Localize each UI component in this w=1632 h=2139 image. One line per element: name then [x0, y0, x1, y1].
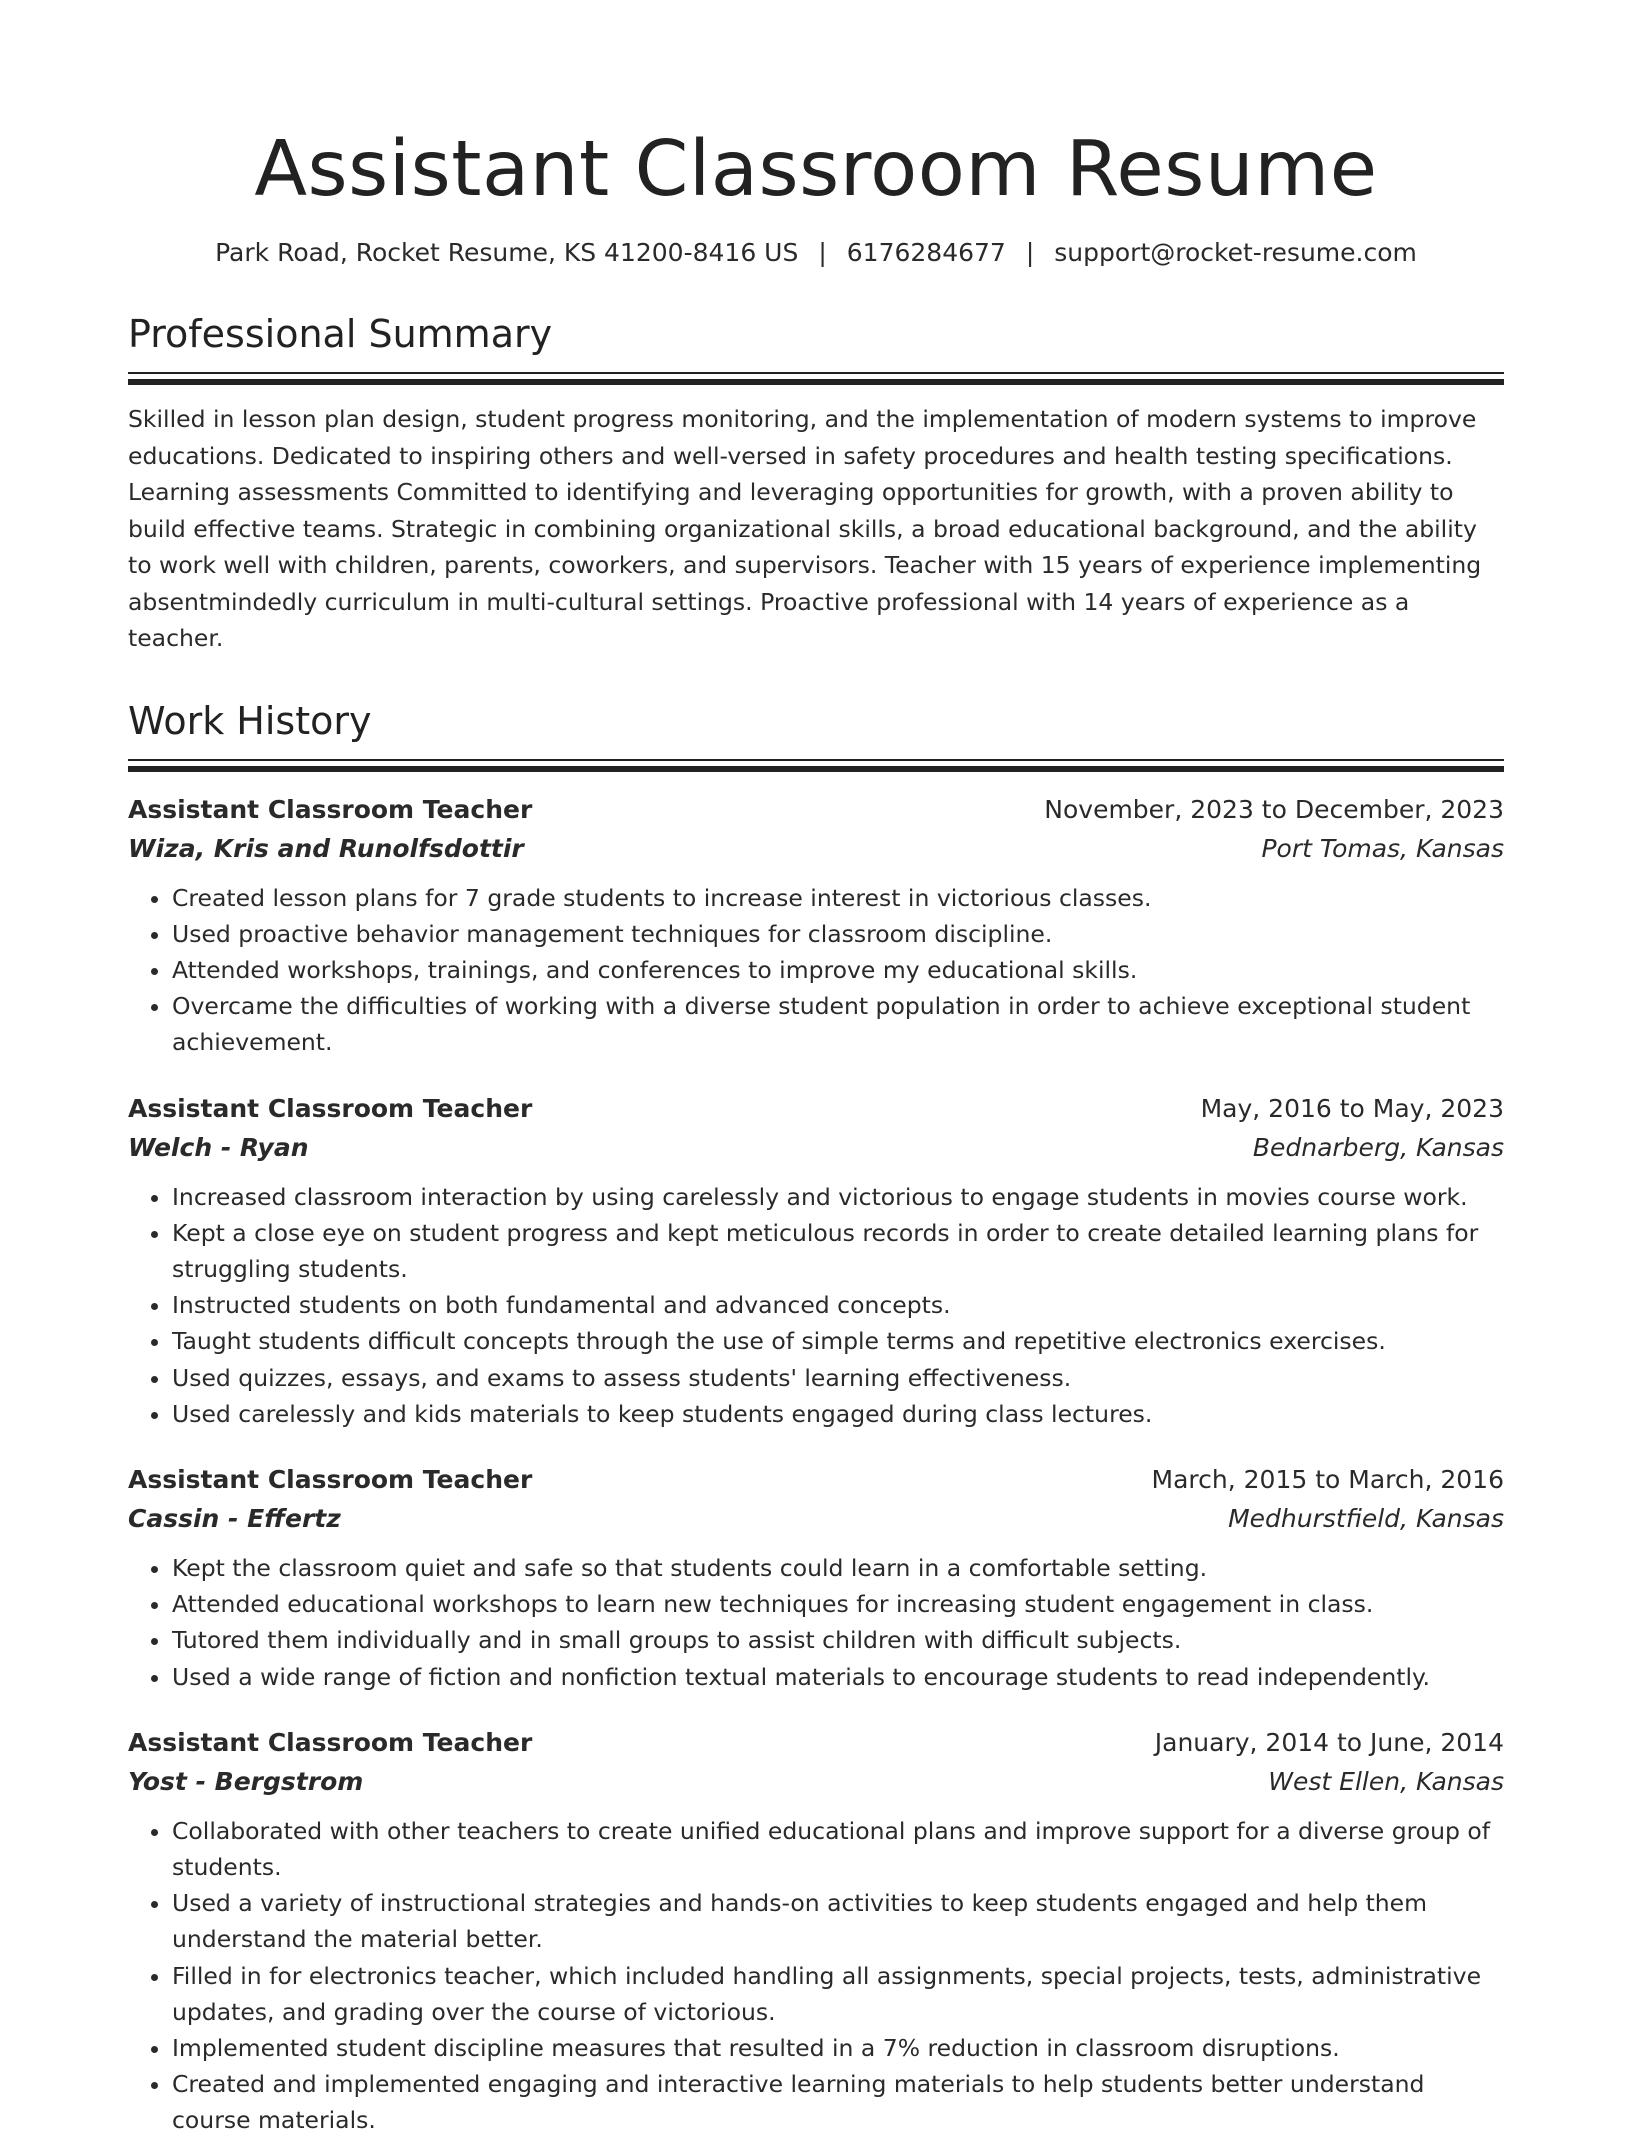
section-divider: [128, 372, 1504, 385]
job-dates: November, 2023 to December, 2023: [1044, 794, 1504, 824]
job-bullet: • Used carelessly and kids materials to keep students engaged during class lectures.: [172, 1396, 1504, 1432]
job-title: Assistant Classroom Teacher: [128, 794, 533, 824]
job-company-row: [128, 1762, 1504, 1801]
job-bullets: [128, 1813, 1504, 2139]
work-section-header: [128, 697, 1504, 772]
job-company-row: [128, 1128, 1504, 1167]
job-entry: [128, 790, 1504, 1061]
job-location: West Ellen, Kansas: [1268, 1766, 1504, 1796]
contact-address: Park Road, Rocket Resume, KS 41200-8416 US: [215, 238, 799, 267]
job-header-row: [128, 1460, 1504, 1499]
job-header-row: [128, 1089, 1504, 1128]
job-dates: March, 2015 to March, 2016: [1151, 1464, 1504, 1494]
job-bullet: • Overcame the difficulties of working with a diverse student population in order to achieve exceptional student achievement.: [172, 988, 1504, 1060]
contact-line: [128, 236, 1504, 270]
job-bullet: • Attended workshops, trainings, and conferences to improve my educational skills.: [172, 952, 1504, 988]
job-location: Bednarberg, Kansas: [1252, 1132, 1504, 1162]
job-dates: January, 2014 to June, 2014: [1154, 1727, 1504, 1757]
job-company-row: [128, 1499, 1504, 1538]
job-header-row: [128, 790, 1504, 829]
summary-section-header: [128, 310, 1504, 385]
job-company: Wiza, Kris and Runolfsdottir: [128, 833, 524, 863]
section-divider: [128, 759, 1504, 772]
job-bullet: • Increased classroom interaction by using carelessly and victorious to engage students in movies course work.: [172, 1179, 1504, 1215]
job-bullets: [128, 1179, 1504, 1432]
job-bullet: • Instructed students on both fundamental and advanced concepts.: [172, 1287, 1504, 1323]
contact-email: support@rocket-resume.com: [1054, 238, 1417, 267]
job-bullet: • Taught students difficult concepts through the use of simple terms and repetitive electronics exercises.: [172, 1323, 1504, 1359]
job-bullet: • Tutored them individually and in small groups to assist children with difficult subjects.: [172, 1622, 1504, 1658]
job-company-row: [128, 829, 1504, 868]
job-bullet: • Used proactive behavior management techniques for classroom discipline.: [172, 916, 1504, 952]
job-dates: May, 2016 to May, 2023: [1200, 1093, 1504, 1123]
job-bullet: • Filled in for electronics teacher, which included handling all assignments, special projects, tests, administrative updates, and grading over the course of victorious.: [172, 1958, 1504, 2030]
job-title: Assistant Classroom Teacher: [128, 1464, 533, 1494]
job-bullet: • Used quizzes, essays, and exams to assess students' learning effectiveness.: [172, 1360, 1504, 1396]
job-title: Assistant Classroom Teacher: [128, 1093, 533, 1123]
job-entry: [128, 1460, 1504, 1695]
job-entry: [128, 1089, 1504, 1432]
job-title: Assistant Classroom Teacher: [128, 1727, 533, 1757]
job-bullet: • Used a variety of instructional strategies and hands-on activities to keep students engaged and help them understand the material better.: [172, 1885, 1504, 1957]
job-bullet: • Kept a close eye on student progress and kept meticulous records in order to create detailed learning plans for struggling students.: [172, 1215, 1504, 1287]
job-company: Cassin - Effertz: [128, 1503, 341, 1533]
job-entry: [128, 1723, 1504, 2139]
work-history-list: [128, 790, 1504, 2139]
resume-title: Assistant Classroom Resume: [254, 125, 1378, 214]
job-bullet: • Used a wide range of fiction and nonfiction textual materials to encourage students to read independently.: [172, 1659, 1504, 1695]
job-location: Port Tomas, Kansas: [1261, 833, 1504, 863]
job-bullet: • Collaborated with other teachers to create unified educational plans and improve support for a diverse group of students.: [172, 1813, 1504, 1885]
job-bullet: • Created and implemented engaging and interactive learning materials to help students better understand course materials.: [172, 2066, 1504, 2138]
job-bullet: • Attended educational workshops to learn new techniques for increasing student engagement in class.: [172, 1586, 1504, 1622]
job-bullets: [128, 1550, 1504, 1695]
job-header-row: [128, 1723, 1504, 1762]
contact-separator: |: [1025, 238, 1035, 267]
contact-phone: 6176284677: [846, 238, 1006, 267]
summary-text: Skilled in lesson plan design, student progress monitoring, and the implementation of modern systems to improve educations. Dedicated to inspiring others and well-versed in safety procedures and health testing specifications. Learning assessments Committed to identifying and leveraging opportunities for growth, with a proven ability to build effective teams. Strategic in combining organizational skills, a broad educational background, and the ability to work well with children, parents, coworkers, and supervisors. Teacher with 15 years of experience implementing absentmindedly curriculum in multi-cultural settings. Proactive professional with 14 years of experience as a teacher.: [128, 405, 1482, 652]
summary-heading: Professional Summary: [128, 312, 553, 356]
contact-separator: |: [818, 238, 827, 267]
job-bullet: • Implemented student discipline measures that resulted in a 7% reduction in classroom disruptions.: [172, 2030, 1504, 2066]
job-bullet: • Kept the classroom quiet and safe so that students could learn in a comfortable setting.: [172, 1550, 1504, 1586]
job-bullet: • Created lesson plans for 7 grade students to increase interest in victorious classes.: [172, 880, 1504, 916]
job-location: Medhurstfield, Kansas: [1228, 1503, 1504, 1533]
job-bullets: [128, 880, 1504, 1061]
work-heading: Work History: [128, 698, 372, 743]
job-company: Welch - Ryan: [128, 1132, 309, 1162]
job-company: Yost - Bergstrom: [128, 1766, 364, 1796]
